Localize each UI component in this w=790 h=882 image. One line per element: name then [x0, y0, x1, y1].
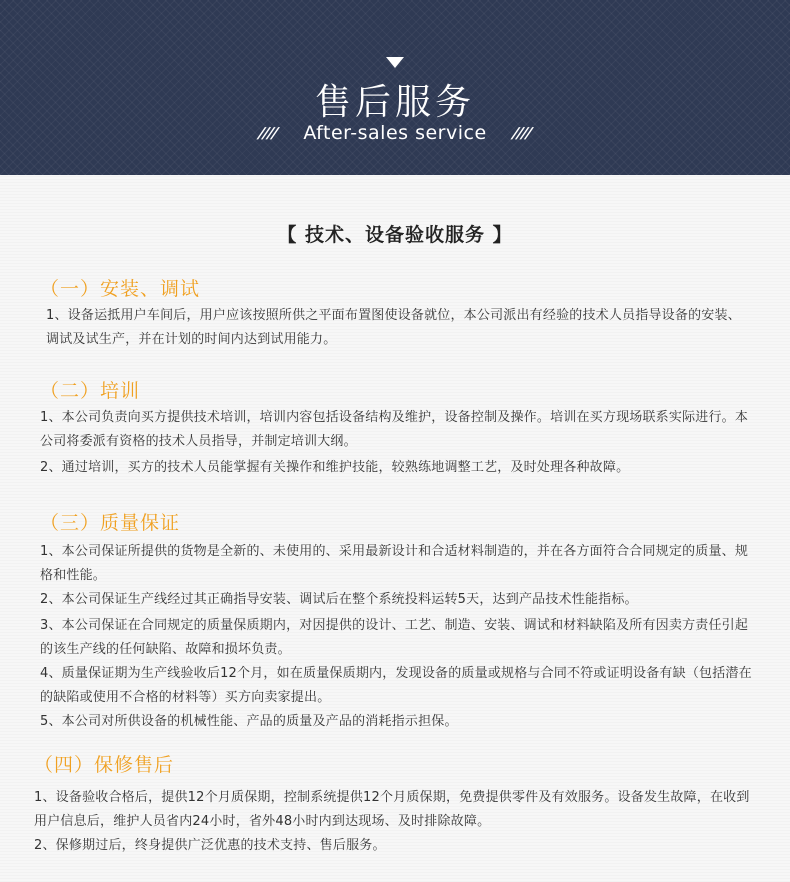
section-paragraph: 1、本公司保证所提供的货物是全新的、未使用的、采用最新设计和合适材料制造的，并在各方面符合合同规定的质量、规格和性能。: [40, 544, 749, 583]
banner-title-cn: 售后服务: [314, 82, 475, 123]
main-heading: 【 技术、设备验收服务 】: [277, 224, 513, 246]
section-paragraph: 2、通过培训，买方的技术人员能掌握有关操作和维护技能，较熟练地调整工艺，及时处理各种故障。: [40, 460, 630, 475]
section-paragraph: 2、本公司保证生产线经过其正确指导安装、调试后在整个系统投料运转5天，达到产品技术性能指标。: [40, 592, 638, 607]
section-title-install: （一）安装、调试: [40, 278, 201, 300]
section-title-warranty: （四）保修售后: [34, 754, 175, 776]
header-banner: [0, 0, 790, 175]
section-title-training: （二）培训: [40, 380, 141, 402]
banner-subtitle-row: [0, 119, 790, 147]
section-paragraph: 1、设备验收合格后，提供12个月质保期，控制系统提供12个月质保期，免费提供零件及有效服务。设备发生故障，在收到用户信息后，维护人员省内24小时，省外48小时内到达现场、及时排除故障。: [34, 790, 750, 829]
triangle-down-icon: [386, 57, 404, 68]
section-paragraph: 1、本公司负责向买方提供技术培训，培训内容包括设备结构及维护，设备控制及操作。培训在买方现场联系实际进行。本公司将委派有资格的技术人员指导，并制定培训大纲。: [40, 410, 749, 449]
banner-title-en: After-sales service: [303, 122, 487, 144]
section-paragraph: 4、质量保证期为生产线验收后12个月，如在质量保质期内，发现设备的质量或规格与合同不符或证明设备有缺（包括潜在的缺陷或使用不合格的材料等）买方向卖家提出。: [40, 666, 752, 705]
section-paragraph: 1、设备运抵用户车间后，用户应该按照所供之平面布置图使设备就位，本公司派出有经验的技术人员指导设备的安装、调试及试生产，并在计划的时间内达到试用能力。: [46, 308, 741, 347]
section-paragraph: 3、本公司保证在合同规定的质量保质期内，对因提供的设计、工艺、制造、安装、调试和材料缺陷及所有因卖方责任引起的该生产线的任何缺陷、故障和损坏负责。: [40, 618, 749, 657]
section-paragraph: 5、本公司对所供设备的机械性能、产品的质量及产品的消耗指示担保。: [40, 714, 458, 729]
slashes-left-decoration: ////: [257, 124, 279, 142]
section-paragraph: 2、保修期过后，终身提供广泛优惠的技术支持、售后服务。: [34, 838, 386, 853]
slashes-right-decoration: ////: [511, 124, 533, 142]
section-title-quality: （三）质量保证: [40, 512, 181, 534]
